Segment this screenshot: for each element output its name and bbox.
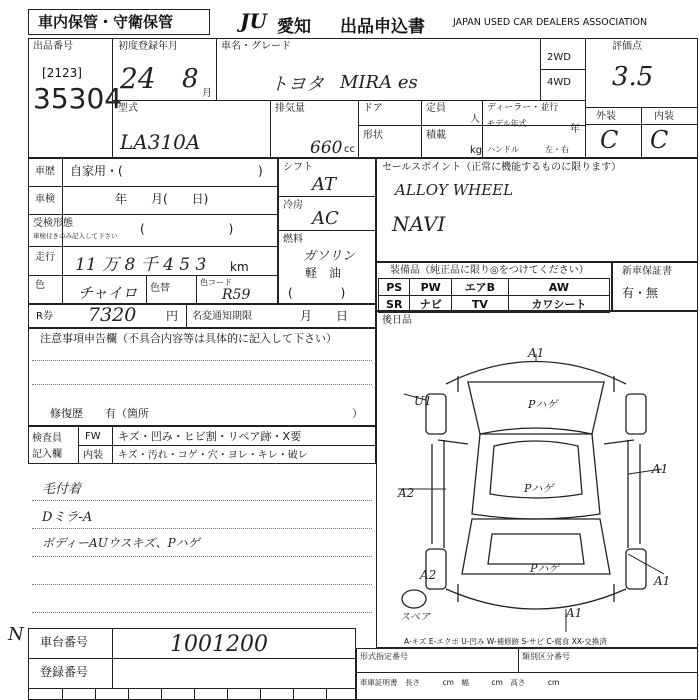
equip-aw: AW xyxy=(508,279,609,296)
displacement-label: 排気量 xyxy=(275,103,305,114)
equip-pw: PW xyxy=(410,279,452,296)
equipment-table xyxy=(378,278,610,313)
dims-label: 車庫証明書 長さ cm 幅 cm 高さ cm xyxy=(360,678,560,687)
notes-header: 注意事項申告欄（不具合内容等は具体的に記入して下さい） xyxy=(40,332,337,345)
margin-mark: N xyxy=(8,624,24,645)
warranty-label: 新車保証書 xyxy=(622,266,672,277)
mark-paint-roof: Pハゲ xyxy=(524,482,554,495)
mark-a1-bottom: A1 xyxy=(566,606,583,620)
nai-label: 内装 xyxy=(83,450,103,461)
sales-point-1: ALLOY WHEEL xyxy=(395,181,514,199)
storage-label: 車内保管・守衛保管 xyxy=(38,13,174,31)
notice-date: 月 日 xyxy=(300,309,349,323)
exterior-grade: C xyxy=(600,126,619,154)
sales-point-box xyxy=(376,158,698,262)
score-value: 3.5 xyxy=(612,62,654,92)
maker: トヨタ xyxy=(270,74,324,95)
mileage-label: 走行 xyxy=(35,252,55,263)
repair-label: 修復歴 有（箇所 xyxy=(50,407,149,420)
category-no-label: 類別区分番号 xyxy=(522,652,570,661)
equip-navi: ナビ xyxy=(410,296,452,313)
cc-unit: cc xyxy=(344,144,355,155)
color-change-label: 色替 xyxy=(150,283,170,294)
note-1: 毛付着 xyxy=(42,482,82,497)
capacity-label: 定員 xyxy=(426,103,446,114)
mark-a1-front: A1 xyxy=(528,346,545,360)
interior-grade: C xyxy=(650,126,669,154)
inspect-date: 年 月( 日) xyxy=(115,192,209,206)
org-name: 愛知 xyxy=(277,17,311,37)
mark-u1: U1 xyxy=(414,394,432,408)
inspection-label: 車検 xyxy=(35,194,55,205)
type-label: 型式 xyxy=(118,103,138,114)
shift-label: シフト xyxy=(283,162,313,173)
note-2: Dミラ-A xyxy=(42,510,93,525)
color-label: 色 xyxy=(35,280,45,291)
repair-close: ） xyxy=(352,407,363,420)
record-label: 記入欄 xyxy=(32,449,62,460)
chassis-number: 1001200 xyxy=(170,632,268,657)
mark-spare: スペア xyxy=(400,612,430,623)
damage-row1: キズ・凹み・ヒビ割・リペア跡・X要 xyxy=(118,430,302,443)
yen-unit: 円 xyxy=(166,309,179,323)
fuel-value: ガソリン xyxy=(303,249,356,264)
recycle-label: R券 xyxy=(36,311,53,322)
mark-paint-rear: Pハゲ xyxy=(530,562,560,575)
interior-label: 内装 xyxy=(654,111,674,122)
private-close: ) xyxy=(258,164,263,178)
mark-paint-hood: Pハゲ xyxy=(528,398,558,411)
exterior-label: 外装 xyxy=(596,111,616,122)
cc-value: 660 xyxy=(310,138,343,158)
lot-prefix: [2123] xyxy=(42,66,82,80)
model-code: LA310A xyxy=(120,130,201,154)
recycle-amount: 7320 xyxy=(88,304,137,326)
wd4-label: 4WD xyxy=(547,77,571,88)
handle-label: ハンドル xyxy=(487,145,519,154)
warranty-opts: 有・無 xyxy=(622,286,659,300)
color-code-label: 色コード xyxy=(200,278,232,287)
equip-tv: TV xyxy=(452,296,509,313)
shape-spec-label: 形式指定番号 xyxy=(360,652,408,661)
first-reg-label: 初度登録年月 xyxy=(118,41,178,52)
model-grade-label: 車名・グレード xyxy=(221,41,291,52)
equip-ps: PS xyxy=(379,279,410,296)
note-3: ボディーAUウスキズ、Pハゲ xyxy=(42,536,200,550)
fuel-other: 軽 油 xyxy=(305,266,342,280)
ju-logo: JU xyxy=(240,9,267,33)
wd2-label: 2WD xyxy=(547,52,571,63)
reg-no-label: 登録番号 xyxy=(40,665,89,679)
sales-point-label: セールスポイント（正常に機能するものに限ります） xyxy=(382,162,622,173)
score-label: 評価点 xyxy=(612,41,642,52)
fuel-label: 燃料 xyxy=(283,234,303,245)
form-title: 出品申込書 xyxy=(340,17,425,37)
equip-airbag: エアB xyxy=(452,279,509,296)
damage-row2: キズ・汚れ・コゲ・穴・ヨレ・キレ・破レ xyxy=(118,450,308,461)
fw-label: FW xyxy=(85,431,101,442)
kg-unit: kg xyxy=(470,145,483,156)
mark-a2-left: A2 xyxy=(398,486,415,500)
dealer-label: ディーラー・並行 xyxy=(487,103,559,113)
lot-number: 35304 xyxy=(33,82,123,115)
month-unit: 月 xyxy=(202,88,212,99)
equipment-label: 装備品（純正品に限り◎をつけてください） xyxy=(390,265,589,276)
mileage-value: 11 万 8 千 4 5 3 xyxy=(75,255,207,275)
aircon-label: 冷房 xyxy=(283,200,303,211)
year-unit: 年 xyxy=(570,124,580,135)
receive-note: 車検付きのみ記入して下さい xyxy=(33,232,118,240)
model-year-label: モデル年式 xyxy=(487,119,527,128)
small-grid xyxy=(28,688,356,700)
damage-legend: A-キズ E-エクボ U-凹み W-補修跡 S-サビ C-腐食 XX-交換済 xyxy=(404,637,607,646)
fuel-paren: ( ) xyxy=(288,286,346,300)
history-label: 車歴 xyxy=(35,166,55,177)
mark-a1-rear-right: A1 xyxy=(654,574,671,588)
reg-year: 24 xyxy=(120,62,156,95)
load-label: 積載 xyxy=(426,130,446,141)
inspector-label: 検査員 xyxy=(32,433,62,444)
equip-leather: カワシート xyxy=(508,296,609,313)
mark-a1-right: A1 xyxy=(652,462,669,476)
model: MIRA es xyxy=(340,72,418,93)
equip-sr: SR xyxy=(379,296,410,313)
seal-label: 後日品 xyxy=(382,315,412,326)
km-unit: km xyxy=(230,260,249,274)
shift-value: AT xyxy=(312,174,337,195)
sales-point-2: NAVI xyxy=(392,212,446,236)
door-label: ドア xyxy=(363,103,383,114)
private-use: 自家用・( xyxy=(70,164,123,178)
receive-label: 受検形態 xyxy=(33,218,73,229)
receive-paren: ( ) xyxy=(140,222,234,236)
assoc-name: JAPAN USED CAR DEALERS ASSOCIATION xyxy=(453,17,648,28)
aircon-value: AC xyxy=(312,208,339,229)
color-code-value: R59 xyxy=(222,287,251,303)
color-value: チャイロ xyxy=(78,284,138,302)
person-unit: 人 xyxy=(470,114,480,125)
chassis-label: 車台番号 xyxy=(40,635,89,649)
notice-label: 名変通知期限 xyxy=(192,311,252,322)
shape-label: 形状 xyxy=(363,130,383,141)
lot-no-label: 出品番号 xyxy=(33,41,73,52)
mark-a2-rear: A2 xyxy=(420,568,437,582)
handle-lr: 左・右 xyxy=(545,145,569,154)
reg-month: 8 xyxy=(182,64,199,94)
